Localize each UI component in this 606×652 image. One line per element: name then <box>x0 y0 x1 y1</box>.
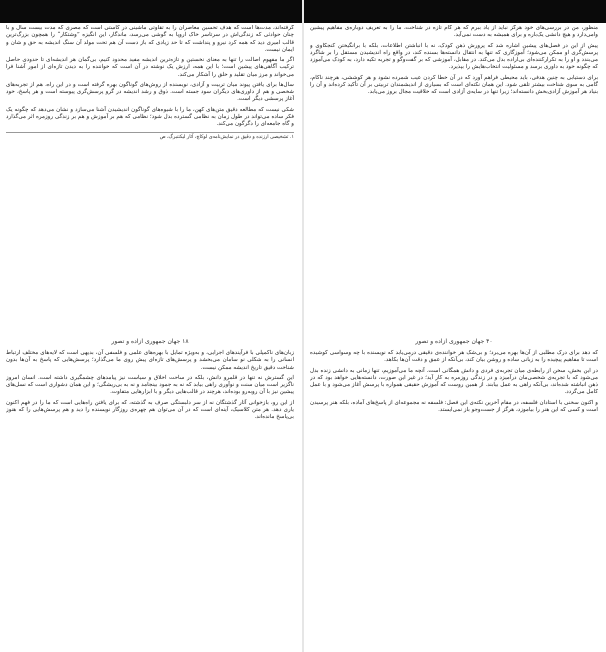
page-bottom-right <box>310 338 598 648</box>
page-top-right <box>310 25 598 325</box>
paragraph: گرفته‌اند، مدت‌ها است که هدف تحسین معاصران را به تقاوتی ماشینی در کاستی است که مصری که مدت بیست سال و با چنان حوادثی که زندگی‌اش در سرتاسر خاک اروپا به گوشی می‌رسد، ماندگار، این انگیزه ”وشتکار“ را همچون بزرگ‌ترین قالب امیری دید که همه کرد نیرو و پنداشت که تا حد زیادی که باز دست آن هم تحت مولد آن سنگ اندیشه به حق و شان و ایمان نیست. <box>6 25 294 53</box>
paragraph: از این رو، بازخوانی آثار گذشتگان نه از سر دلبستگی صرف به گذشته، که برای یافتن راه‌هایی است که ما را در فهم اکنون یاری دهد. هر متن کلاسیک، آینه‌ای است که در آن می‌توان هم چهره‌ی روزگار نویسنده را دید و هم پرسش‌هایی را که هنوز بی‌پاسخ مانده‌اند. <box>6 399 294 420</box>
pane-divider <box>302 0 304 652</box>
top-black-bar-left <box>0 0 302 23</box>
paragraph: پیش از این در فصل‌های پیشین اشاره شد که پرورش ذهن کودک، نه با انباشتن اطلاعات، بلکه با برانگیختن کنجکاوی و پرسش‌گری او ممکن می‌شود؛ آموزگاری که تنها به انتقال دانسته‌ها بسنده کند، در واقع راه اندیشیدن مستقل را بر شاگرد می‌بندد و او را به تکرارکننده‌ای بی‌اراده بدل می‌کند. در مقابل، آموزشی که بر گفت‌وگو و تجربه تکیه دارد، به کودک می‌آموزد که چگونه خود به داوری برسد و مسئولیت انتخاب‌هایش را بپذیرد. <box>310 42 598 71</box>
paragraph: اگر ما مفهوم اصالت را تنها به معنای نخستین و تازه‌ترین اندیشه مفید محدود کنیم، بی‌گمان هر اندیشه‌ای تا حدودی حاصل ترکیب آگاهی‌های پیشین است؛ با این همه، ارزش یک نوشته در آن است که خواننده را به دیدن تازه‌ای از امور آشنا فرا می‌خواند و مرز میان تقلید و خلق را آشکار می‌کند. <box>6 57 294 78</box>
page-top-left <box>6 25 294 325</box>
page-bottom-left <box>6 338 294 648</box>
paragraph: و اکنون سخنی با استادان فلسفه، در مقام آخرین نکته‌ی این فصل: فلسفه نه مجموعه‌ای از پاسخ‌های آماده، بلکه هنر پرسیدن است و کسی که این هنر را بیاموزد، هرگز از جست‌وجو باز نمی‌ایستد. <box>310 399 598 413</box>
paragraph: در این بخش، سخن از رابطه‌ی میان تجربه‌ی فردی و دانش همگانی است. آنچه ما می‌آموزیم، تنها زمانی به دانشی زنده بدل می‌شود که با تجربه‌ی شخصی‌مان درآمیزد و در زندگی روزمره به کار آید؛ در غیر این صورت، دانسته‌هایی خواهد بود که در ذهن انباشته شده‌اند، بی‌آنکه راهی به عمل بیابند. از همین روست که آموزش حقیقی همواره با پرسش آغاز می‌شود و با عمل کامل می‌گردد. <box>310 367 598 396</box>
paragraph: برای دستیابی به چنین هدفی، باید محیطی فراهم آورد که در آن خطا کردن عیب شمرده نشود و هر کوششی، هرچند ناکام، گامی به سوی شناخت بیشتر تلقی شود. این همان نکته‌ای است که بسیاری از اندیشمندان تربیتی بر آن تأکید کرده‌اند و آن را بنیاد هر آموزش آزادی‌بخش دانسته‌اند؛ زیرا تنها در سایه‌ی آزادی است که خلاقیت مجال بروز می‌یابد. <box>310 74 598 95</box>
running-header: ۱۸ جهان جمهوری آزاده و تصور <box>111 338 189 345</box>
footnote: ۱. تشخیصی ارزنده و دقیق در نمایش‌نامه‌ی لوکاچ، آثار لیکتنبرگ، ص <box>6 132 294 141</box>
paragraph: این گسترش نه تنها در قلمرو دانش، بلکه در ساحت اخلاق و سیاست نیز پیامدهای چشمگیری داشته است. انسان امروز ناگزیر است میان سنت و نوآوری راهی بیابد که نه به جمود بینجامد و نه به بی‌ریشگی؛ و این همان دشواری است که نسل‌های پیشین نیز با آن روبه‌رو بوده‌اند، هرچند در قالب‌هایی دیگر و با ابزارهایی متفاوت. <box>6 374 294 396</box>
paragraph: منظور، من در بررسی‌های خود هرگز نباید از یاد ببرم که هر گام تازه در شناخت، ما را به تعریف دوباره‌ی مفاهیم پیشین وامی‌دارد و هیچ دانشی یک‌باره و برای همیشه به دست نمی‌آید. <box>310 25 598 39</box>
running-header: ۴۰ جهان جمهوری آزاده و تصور <box>415 338 493 345</box>
paragraph: زبان‌های ناکمپلی با فرآیندهای اجرایی، و به‌ویژه تمایل با بهره‌های علمی و فلسفی آن، بدیهی است که لایه‌های مختلف ارتباط انسانی را به شکلی نو سامان می‌بخشد و پرسش‌های تازه‌ای پیش روی ما می‌گذارد؛ پرسش‌هایی که پاسخ به آن‌ها بدون شناخت دقیق تاریخ اندیشه ممکن نیست. <box>6 350 294 371</box>
paragraph: شکی نیست که مطالعه دقیق متن‌های کهن، ما را با شیوه‌های گوناگون اندیشیدن آشنا می‌سازد و نشان می‌دهد که چگونه یک فکر ساده می‌تواند در طول زمان به نظامی گسترده بدل شود؛ نظامی که هم بر آموزش و هم بر زندگی روزمره اثر می‌گذارد و گاه جامعه‌ای را دگرگون می‌کند. <box>6 106 294 127</box>
paragraph: سال‌ها برای یافتن پیوند میان تربیت و آزادی، نویسنده از روش‌های گوناگون بهره گرفته است و در این راه، هم از تجربه‌های شخصی و هم از داوری‌های دیگران سود جسته است. ذوق و رشد اندیشه در گرو پرسش‌گری پیوسته است و هر پاسخ، خود آغاز پرسشی دیگر است. <box>6 81 294 103</box>
top-black-bar-right <box>304 0 606 23</box>
paragraph: که دهد برای درک مطلبی از آن‌ها بهره می‌برد؛ و بی‌شک هر خواننده‌ی دقیقی درمی‌یابد که نویسنده با چه وسواسی کوشیده است تا مفاهیم پیچیده را به زبانی ساده و روشن بیان کند، بی‌آنکه از عمق و دقت آن‌ها بکاهد. <box>310 350 598 364</box>
